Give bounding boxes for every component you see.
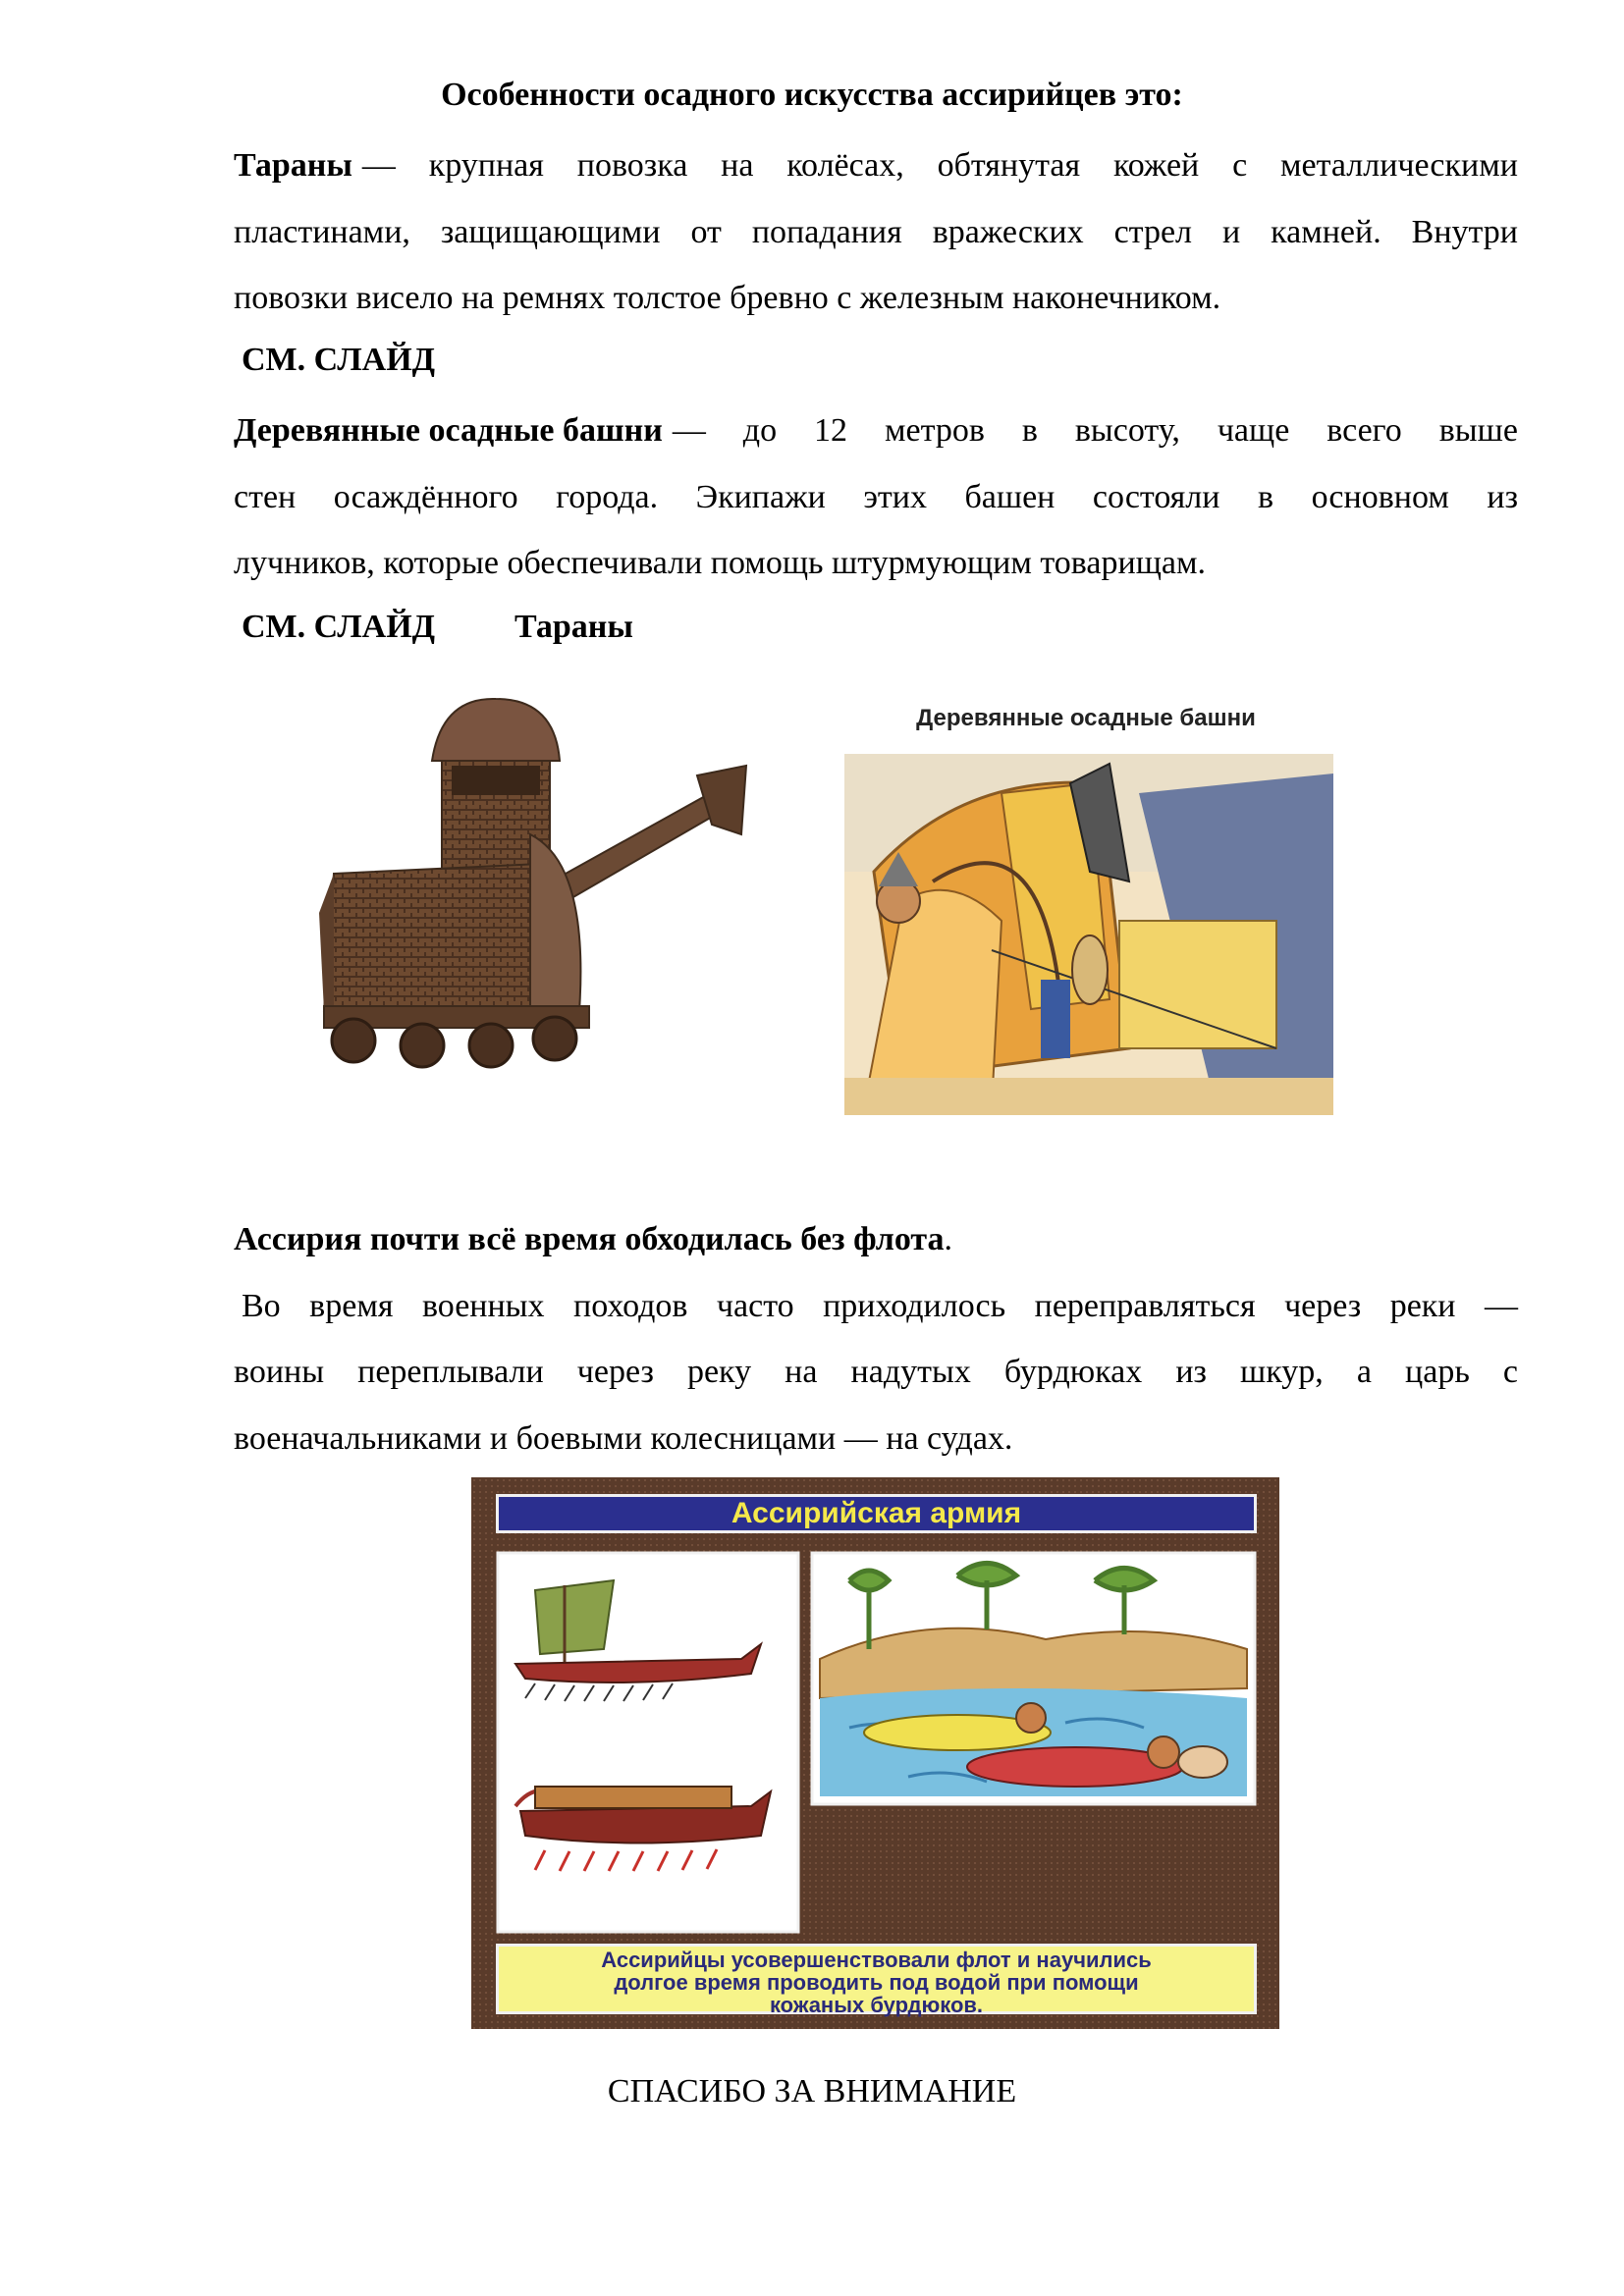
word: в	[1021, 412, 1038, 449]
word: обтянутая	[937, 147, 1081, 184]
page-title: Особенности осадного искусства ассирийцев это:	[441, 77, 1183, 113]
see-slide-label-2: СМ. СЛАЙД	[242, 609, 436, 645]
siege-tower-image	[844, 754, 1333, 1115]
fleet-heading-line	[234, 1206, 1518, 1273]
fleet-heading: Ассирия почти всё время обходилась без флота	[234, 1221, 945, 1257]
fleet-line-2: воины переплывали через реку на надутых бурдюках из шкур, а царь с	[234, 1354, 1518, 1390]
fleet-paragraph	[234, 1206, 1518, 1471]
fleet-line-1: Во время военных походов часто приходилось переправляться через реки —	[242, 1287, 1518, 1324]
word: чаще	[1217, 412, 1290, 449]
army-slide-note	[496, 1944, 1257, 2017]
ships-illustration	[496, 1551, 800, 1934]
word: металлическими	[1279, 147, 1518, 184]
towers-line-1	[234, 398, 1518, 464]
towers-paragraph	[234, 398, 1518, 597]
word: крупная	[428, 147, 544, 184]
battering-ram-image	[295, 687, 756, 1119]
rams-paragraph	[234, 133, 1518, 332]
rams-line-3: повозки висело на ремнях толстое бревно с железным наконечником.	[234, 280, 1221, 316]
swimmers-illustration	[810, 1551, 1257, 1806]
word: метров	[884, 412, 985, 449]
word: повозка	[576, 147, 688, 184]
rams-term: Тараны	[234, 147, 352, 184]
word: —	[672, 412, 706, 449]
word: всего	[1326, 412, 1402, 449]
word: кожей	[1112, 147, 1200, 184]
word: на	[721, 147, 754, 184]
army-slide-banner: Ассирийская армия	[496, 1494, 1257, 1533]
army-note-line-2: долгое время проводить под водой при помощи	[614, 1970, 1139, 1995]
word: высоту,	[1074, 412, 1180, 449]
see-slide-rams-label: Тараны	[514, 609, 633, 645]
army-note-line-1: Ассирийцы усовершенствовали флот и научились	[601, 1948, 1152, 1972]
thanks-text: СПАСИБО ЗА ВНИМАНИЕ	[607, 2073, 1017, 2109]
towers-term: Деревянные осадные башни	[234, 412, 663, 449]
word: до	[742, 412, 778, 449]
rams-line-1-text	[352, 133, 1518, 199]
towers-line-1-text	[663, 398, 1518, 464]
word: 12	[814, 412, 848, 449]
fleet-line-3: военачальниками и боевыми колесницами — на судах.	[234, 1419, 1013, 1457]
rams-line-1	[234, 133, 1518, 199]
fleet-heading-dot: .	[944, 1221, 953, 1257]
word: колёсах,	[786, 147, 904, 184]
towers-line-2: стен осаждённого города. Экипажи этих башен состояли в основном из	[234, 478, 1518, 515]
siege-tower-caption: Деревянные осадные башни	[916, 705, 1256, 731]
word: с	[1232, 147, 1248, 184]
word: выше	[1438, 412, 1518, 449]
towers-line-3: лучников, которые обеспечивали помощь штурмующим товарищам.	[234, 545, 1206, 581]
see-slide-label-1: СМ. СЛАЙД	[242, 342, 436, 378]
word: —	[361, 147, 396, 184]
rams-line-2: пластинами, защищающими от попадания вражеских стрел и камней. Внутри	[234, 213, 1518, 250]
army-slide	[471, 1477, 1279, 2029]
army-note-line-3: кожаных бурдюков.	[769, 1993, 984, 2017]
